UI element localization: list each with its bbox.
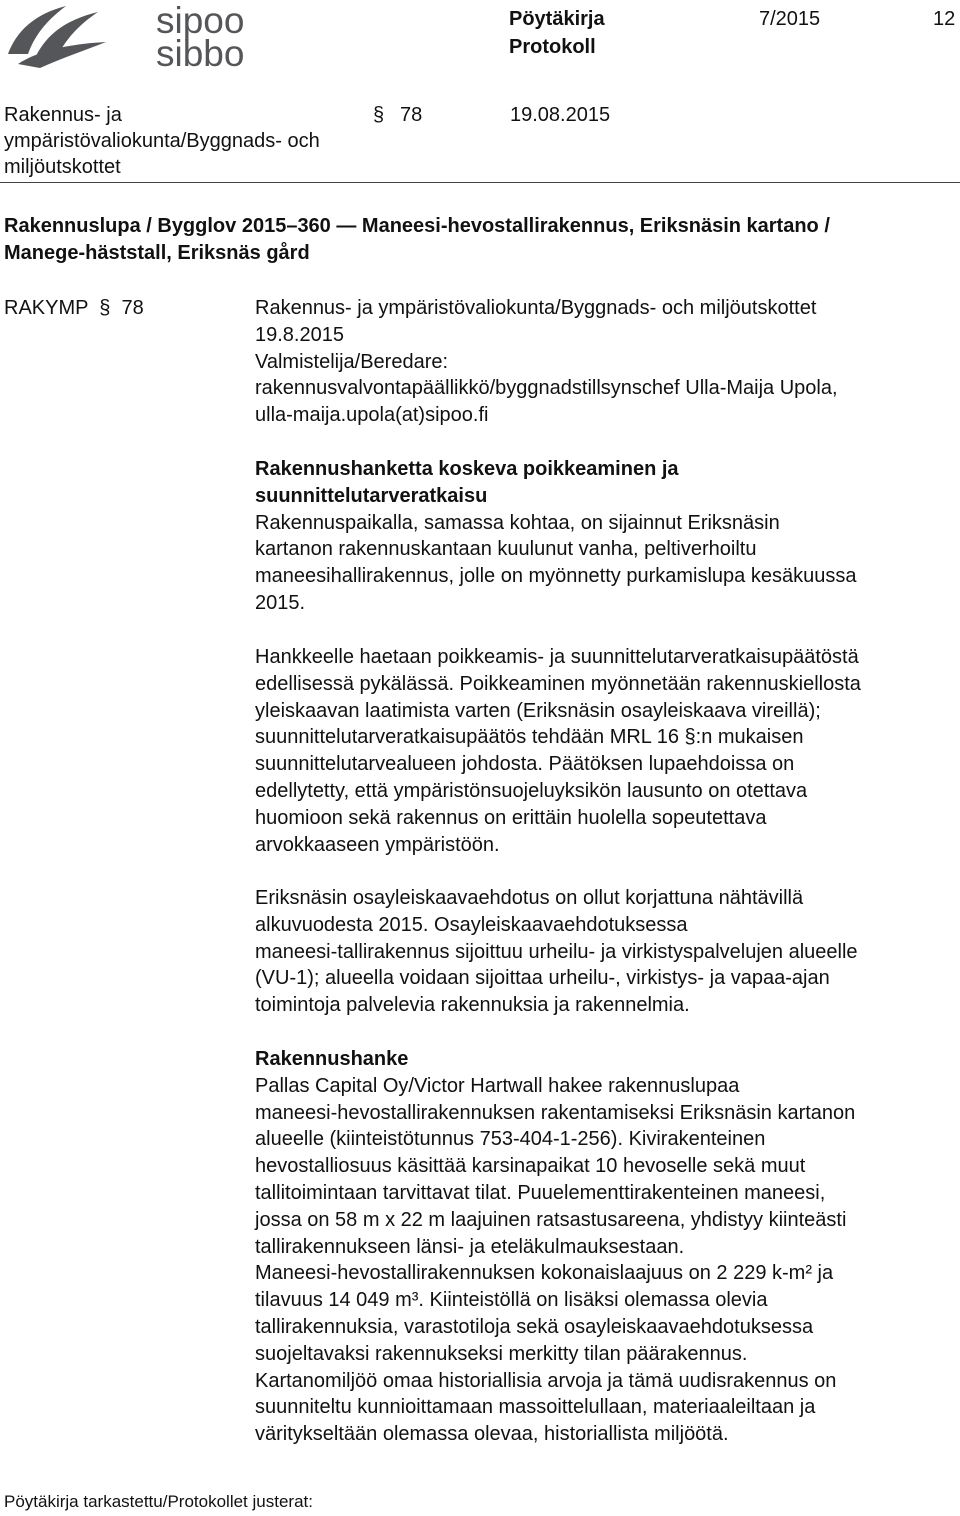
paragraph-line: Rakennuspaikalla, samassa kohtaa, on sijainnut Eriksnäsin: [255, 511, 780, 534]
header-divider: [0, 182, 960, 183]
section-icon: §: [93, 297, 116, 319]
paragraph-line: suunnittelutarvealueen johdosta. Päätöksen lupaehdoissa on: [255, 753, 795, 776]
record-line: 19.8.2015: [255, 323, 344, 346]
paragraph-line: edellytetty, että ympäristönsuojeluyksikön lausunto on otettava: [255, 779, 808, 802]
paragraph-line: suunnittelutarveratkaisupäätös tehdään MRL 16 §:n mukaisen: [255, 726, 804, 749]
record-line: ulla-maija.upola(at)sipoo.fi: [255, 404, 489, 427]
paragraph-line: yleiskaavan laatimista varten (Eriksnäsin osayleiskaava vireillä);: [255, 699, 821, 722]
record-label: [4, 295, 144, 321]
doc-type-sv: Protokoll: [509, 36, 596, 58]
paragraph-line: väritykseltään olemassa olevaa, historiallista miljöötä.: [255, 1423, 729, 1446]
committee-line-2: ympäristövaliokunta/Byggnads- och: [4, 130, 320, 152]
sipoo-sibbo-logo: [6, 2, 256, 70]
logo-line2: sibbo: [156, 33, 245, 70]
section-exemption: [255, 456, 955, 617]
paragraph-line: tilavuus 14 049 m³. Kiinteistöllä on lisäksi olemassa olevia: [255, 1289, 768, 1312]
page-number: 12: [933, 8, 956, 30]
paragraph-line: Eriksnäsin osayleiskaavaehdotus on ollut korjattuna nähtävillä: [255, 887, 804, 909]
paragraph-line: Hankkeelle haetaan poikkeamis- ja suunnittelutarveratkaisupäätöstä: [255, 646, 859, 668]
paragraph-line: arvokkaaseen ympäristöön.: [255, 833, 500, 856]
paragraph-line: tallitoimintaan tarvittavat tilat. Puuelementtirakenteinen maneesi,: [255, 1181, 826, 1204]
record-details: [255, 295, 955, 429]
footer-verification: Pöytäkirja tarkastettu/Protokollet justerat:: [4, 1492, 313, 1511]
paragraph-line: alueelle (kiinteistötunnus 753-404-1-256). Kivirakenteinen: [255, 1128, 766, 1151]
paragraph-line: toimintoja palvelevia rakennuksia ja rakennelmia.: [255, 994, 690, 1017]
logo-line1: sipoo: [156, 2, 245, 41]
section-icon: §: [373, 104, 385, 126]
record-label-text: RAKYMP: [4, 297, 89, 319]
paragraph-line: (VU-1); alueella voidaan sijoittaa urheilu-, virkistys- ja vapaa-ajan: [255, 967, 830, 990]
paragraph-line: suojeltavaksi rakennukseksi merkitty tilan päärakennus.: [255, 1342, 748, 1365]
committee-line-3: miljöutskottet: [4, 156, 121, 178]
case-title-line-2: Manege-häststall, Eriksnäs gård: [4, 242, 310, 264]
paragraph-line: edellisessä pykälässä. Poikkeaminen myönnetään rakennuskiellosta: [255, 672, 861, 695]
paragraph-line: Maneesi-hevostallirakennuksen kokonaislaajuus on 2 229 k-m² ja: [255, 1262, 834, 1285]
section-decision-basis: [255, 644, 955, 858]
meta-section-number: 78: [400, 104, 423, 126]
paragraph-line: kartanon rakennuskantaan kuulunut vanha, peltiverhoiltu: [255, 538, 757, 561]
issue-number: 7/2015: [759, 8, 821, 30]
paragraph-line: hevostalliosuus käsittää karsinapaikat 10 hevoselle sekä muut: [255, 1155, 806, 1178]
committee-line-1: Rakennus- ja: [4, 104, 122, 126]
paragraph-line: huomioon sekä rakennus on erittäin huolella sopeutettava: [255, 806, 767, 829]
paragraph-line: tallirakennukseen länsi- ja eteläkulmauksestaan.: [255, 1235, 685, 1258]
committee-name: [4, 102, 320, 180]
paragraph-line: Kartanomiljöö omaa historiallisia arvoja ja tämä uudisrakennus on: [255, 1369, 837, 1392]
paragraph-line: alkuvuodesta 2015. Osayleiskaavaehdotuksessa: [255, 913, 688, 936]
paragraph-line: 2015.: [255, 591, 306, 614]
logo-graphic: [6, 2, 256, 70]
meta-date: 19.08.2015: [510, 104, 611, 126]
record-line: Rakennus- ja ympäristövaliokunta/Byggnads- och miljöutskottet: [255, 297, 817, 319]
section-master-plan: [255, 885, 955, 1019]
section-heading: suunnittelutarveratkaisu: [255, 484, 488, 507]
section-heading: Rakennushanke: [255, 1048, 409, 1070]
paragraph-line: maneesihallirakennus, jolle on myönnetty purkamislupa kesäkuussa: [255, 565, 857, 588]
section-heading: Rakennushanketta koskeva poikkeaminen ja: [255, 458, 679, 480]
paragraph-line: maneesi-tallirakennus sijoittuu urheilu- ja virkistyspalvelujen alueelle: [255, 940, 858, 963]
paragraph-line: Pallas Capital Oy/Victor Hartwall hakee rakennuslupaa: [255, 1074, 740, 1097]
record-line: Valmistelija/Beredare:: [255, 350, 449, 373]
paragraph-line: maneesi-hevostallirakennuksen rakentamiseksi Eriksnäsin kartanon: [255, 1101, 856, 1124]
record-section-number: 78: [121, 297, 144, 319]
paragraph-line: suunniteltu kunnioittamaan massoittelullaan, materiaaleiltaan ja: [255, 1396, 816, 1419]
case-title: [4, 213, 954, 267]
case-title-line-1: Rakennuslupa / Bygglov 2015–360 — Maneesi-hevostallirakennus, Eriksnäsin kartano /: [4, 215, 830, 237]
paragraph-line: jossa on 58 m x 22 m laajuinen ratsastusareena, yhdistyy kiinteästi: [255, 1208, 847, 1231]
paragraph-line: tallirakennuksia, varastotiloja sekä osayleiskaavaehdotuksessa: [255, 1315, 814, 1338]
record-line: rakennusvalvontapäällikkö/byggnadstillsynschef Ulla-Maija Upola,: [255, 377, 838, 400]
section-building-project: [255, 1046, 955, 1448]
doc-type-fi: Pöytäkirja: [509, 8, 605, 30]
